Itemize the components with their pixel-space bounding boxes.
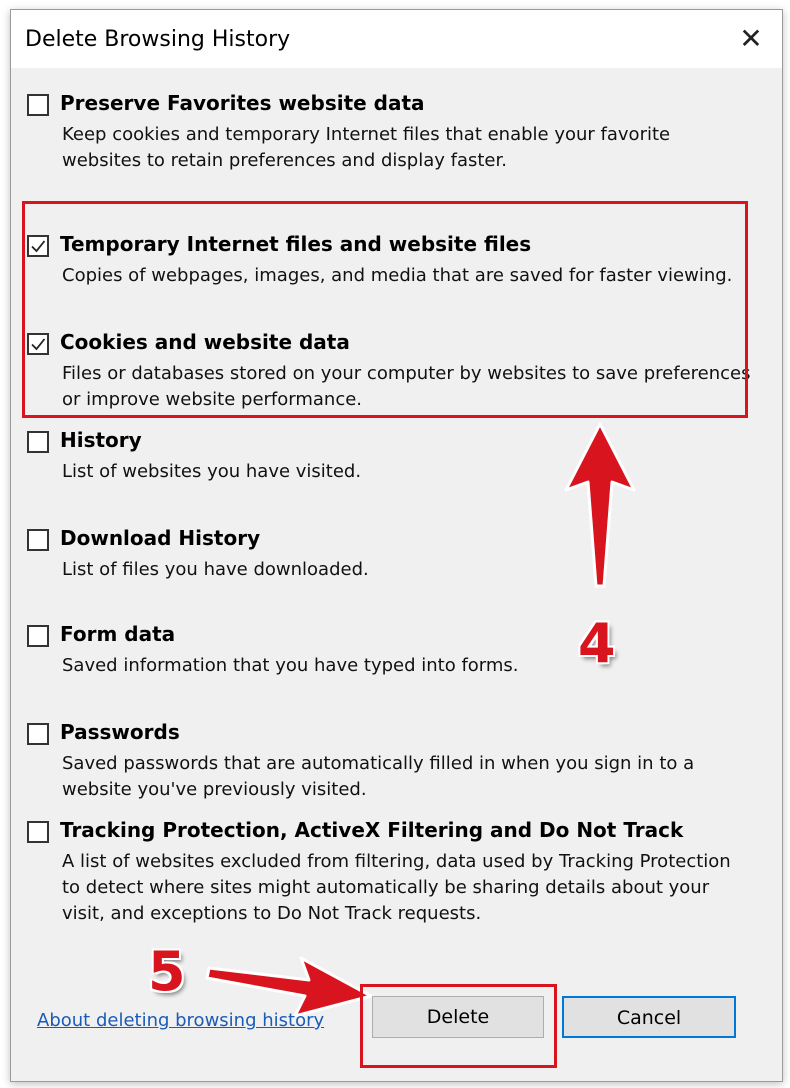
step-5-label: 5 — [148, 940, 186, 1003]
title-bar — [11, 10, 782, 68]
up-arrow-icon — [560, 420, 640, 590]
option-label: Cookies and website data — [60, 330, 350, 354]
cancel-button[interactable]: Cancel — [562, 996, 736, 1038]
option-description: Files or databases stored on your computer by websites to save preferences or improve website performance. — [62, 363, 751, 410]
option-description: List of files you have downloaded. — [62, 559, 369, 580]
dialog-title: Delete Browsing History — [25, 27, 291, 52]
option-label: Passwords — [60, 720, 180, 744]
option-description: A list of websites excluded from filtering, data used by Tracking Protection to detect where sites might automatically be sharing details about your visit, and exceptions to Do Not Track requests. — [62, 851, 731, 924]
checkbox-preserve-favorites[interactable] — [27, 94, 49, 116]
option-description: Copies of webpages, images, and media that are saved for faster viewing. — [62, 265, 733, 286]
checkbox-passwords[interactable] — [27, 723, 49, 745]
option-description: Saved information that you have typed into forms. — [62, 655, 519, 676]
checkbox-form-data[interactable] — [27, 625, 49, 647]
step-4-label: 4 — [578, 612, 616, 675]
delete-button[interactable]: Delete — [372, 996, 544, 1038]
option-label: Download History — [60, 526, 261, 550]
option-description: Keep cookies and temporary Internet files that enable your favorite websites to retain preferences and display faster. — [62, 124, 671, 171]
option-description: Saved passwords that are automatically filled in when you sign in to a website you've previously visited. — [62, 753, 695, 800]
option-description: List of websites you have visited. — [62, 461, 362, 482]
highlight-box — [22, 201, 748, 418]
checkbox-download-history[interactable] — [27, 529, 49, 551]
option-label: History — [60, 428, 142, 452]
option-label: Form data — [60, 622, 176, 646]
option-label: Preserve Favorites website data — [60, 91, 425, 115]
checkbox-history[interactable] — [27, 431, 49, 453]
checkbox-tracking-protection[interactable] — [27, 821, 49, 843]
close-icon[interactable]: ✕ — [739, 22, 763, 55]
about-deleting-history-link[interactable]: About deleting browsing history — [37, 1010, 325, 1031]
option-label: Tracking Protection, ActiveX Filtering and Do Not Track — [60, 818, 684, 842]
option-label: Temporary Internet files and website files — [60, 232, 532, 256]
